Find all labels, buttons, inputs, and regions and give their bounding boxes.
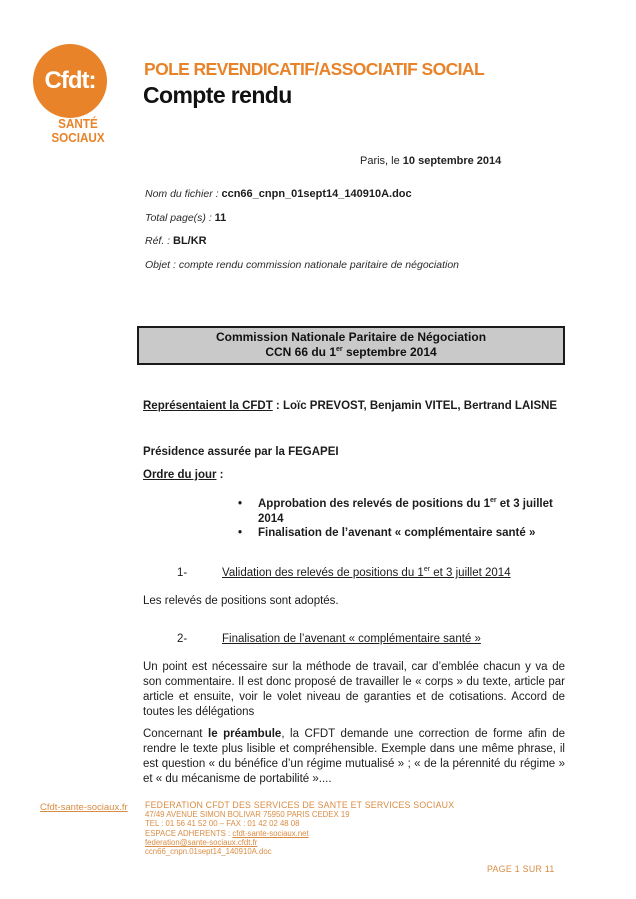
- section-1-title-sup: er: [423, 566, 431, 574]
- section-2-paragraph-2: [143, 727, 565, 787]
- title-box-line2-sup: er: [336, 346, 343, 353]
- ordre-du-jour-heading: [143, 468, 565, 483]
- logo-subtitle: [28, 117, 129, 145]
- page-indicator: PAGE 1 SUR 11: [487, 864, 555, 874]
- meta-pages-value: 11: [214, 211, 227, 224]
- meta-file-label: Nom du fichier :: [145, 188, 222, 200]
- section-2-heading: [177, 632, 481, 647]
- section-1-title: [222, 567, 511, 579]
- meta-block: [145, 188, 459, 282]
- footer-file-name: ccn66_cnpn.01sept14_140910A.doc: [145, 847, 272, 857]
- presidence-line: Présidence assurée par la FEGAPEI: [143, 446, 339, 458]
- section-2-number: 2-: [177, 633, 188, 645]
- footer-site-link[interactable]: Cfdt-sante-sociaux.fr: [40, 802, 128, 813]
- bullet-icon: •: [238, 527, 243, 539]
- meta-objet-line: Objet : compte rendu commission nationale paritaire de négociation: [145, 258, 460, 271]
- section-2-title: Finalisation de l’avenant « complémentaire santé »: [222, 633, 481, 645]
- section-1-title-post: et 3 juillet 2014: [430, 567, 511, 579]
- agenda-item-1-sup: er: [489, 497, 497, 505]
- meta-ref-row: [145, 235, 459, 248]
- pole-title-suffix: SOCIAL: [417, 59, 485, 79]
- cfdt-logo-icon: [33, 44, 107, 118]
- document-type-title: Compte rendu: [143, 82, 292, 108]
- paragraph-2-post: , la CFDT demande une correction de forme afin de rendre le texte plus lisible et compréhensible. Exemple dans une même phrase, il est question « du bénéfice d’un régime mutualisé » ; « de la pérennité du régime » et « du mécanisme de portabilité »....: [143, 728, 565, 785]
- section-2-paragraph-1: Un point est nécessaire sur la méthode de travail, car d’emblée chacun y va de son commentaire. Il est donc proposé de travailler le « corps » du texte, article par article et ensuite, voir le volet niveau de garanties et de cotisations. Accord de toutes les délégations: [143, 661, 565, 718]
- meta-pages-label: Total page(s) :: [145, 211, 215, 224]
- title-box-line2-pre: CCN 66 du 1: [265, 345, 336, 359]
- footer-org-line: FEDERATION CFDT DES SERVICES DE SANTE ET SERVICES SOCIAUX: [145, 800, 455, 810]
- representants-names: : Loïc PREVOST, Benjamin VITEL, Bertrand LAISNE: [272, 400, 558, 412]
- logo-subtitle-line2: SOCIAUX: [51, 130, 105, 145]
- representants-paragraph: [143, 399, 565, 414]
- meta-ref-value: BL/KR: [173, 235, 207, 247]
- paragraph-2-bold: le préambule: [208, 728, 282, 740]
- title-box-line1: Commission Nationale Paritaire de Négociation: [215, 330, 487, 344]
- bullet-icon: •: [238, 498, 243, 510]
- logo-subtitle-line1: SANTÉ: [58, 116, 98, 131]
- meta-objet-row: [145, 259, 459, 272]
- title-box-line2: [143, 345, 559, 360]
- section-1-paragraph: Les relevés de positions sont adoptés.: [143, 595, 339, 607]
- agenda-item-2-text: Finalisation de l’avenant « complémentaire santé »: [258, 527, 536, 539]
- section-1-number: 1-: [177, 567, 188, 579]
- footer-espace-label: ESPACE ADHERENTS :: [145, 828, 233, 838]
- section-1-heading: [177, 566, 511, 581]
- title-box: [137, 326, 565, 365]
- footer-address-block: [145, 801, 454, 856]
- title-box-line2-post: septembre 2014: [342, 345, 437, 359]
- agenda-item-1: [238, 497, 568, 526]
- agenda-item-2: [238, 526, 568, 541]
- paragraph-2-pre: Concernant: [143, 728, 209, 740]
- agenda-item-1-text: [258, 497, 568, 526]
- footer-address-line: 47/49 AVENUE SIMON BOLIVAR 75950 PARIS CEDEX 19: [145, 810, 350, 820]
- pole-title: [144, 59, 484, 80]
- ordre-du-jour-colon: :: [216, 469, 224, 481]
- agenda-list: [238, 497, 568, 541]
- footer-espace-line: [145, 829, 454, 838]
- section-1-title-pre: Validation des relevés de positions du 1: [222, 567, 424, 579]
- cfdt-logo-text: Cfdt:: [44, 67, 96, 94]
- pole-title-prefix: POLE REVENDICATIF/: [144, 59, 319, 79]
- dateline: [360, 155, 501, 167]
- meta-ref-label: Réf. :: [145, 235, 174, 247]
- agenda-item-1-pre: Approbation des relevés de positions du 1: [258, 498, 490, 510]
- dateline-date: 10 septembre 2014: [402, 155, 502, 167]
- dateline-place: Paris, le: [360, 155, 403, 167]
- meta-pages-row: [145, 212, 459, 225]
- footer-espace-link[interactable]: cfdt-sante-sociaux.net: [232, 828, 309, 838]
- meta-file-value: ccn66_cnpn_01sept14_140910A.doc: [221, 188, 412, 200]
- footer-email-link[interactable]: federation@sante-sociaux.cfdt.fr: [145, 837, 258, 847]
- footer-tel-fax-line: TEL : 01 56 41 52 00 – FAX : 01 42 02 48 08: [145, 819, 300, 829]
- agenda-item-1-post: et 3 juillet 2014: [258, 498, 553, 525]
- ordre-du-jour-label: Ordre du jour: [143, 469, 217, 481]
- pole-title-bold: ASSOCIATIF: [318, 59, 418, 79]
- representants-label: Représentaient la CFDT: [143, 400, 273, 412]
- meta-file-row: [145, 188, 459, 201]
- footer-email-line: [145, 838, 454, 847]
